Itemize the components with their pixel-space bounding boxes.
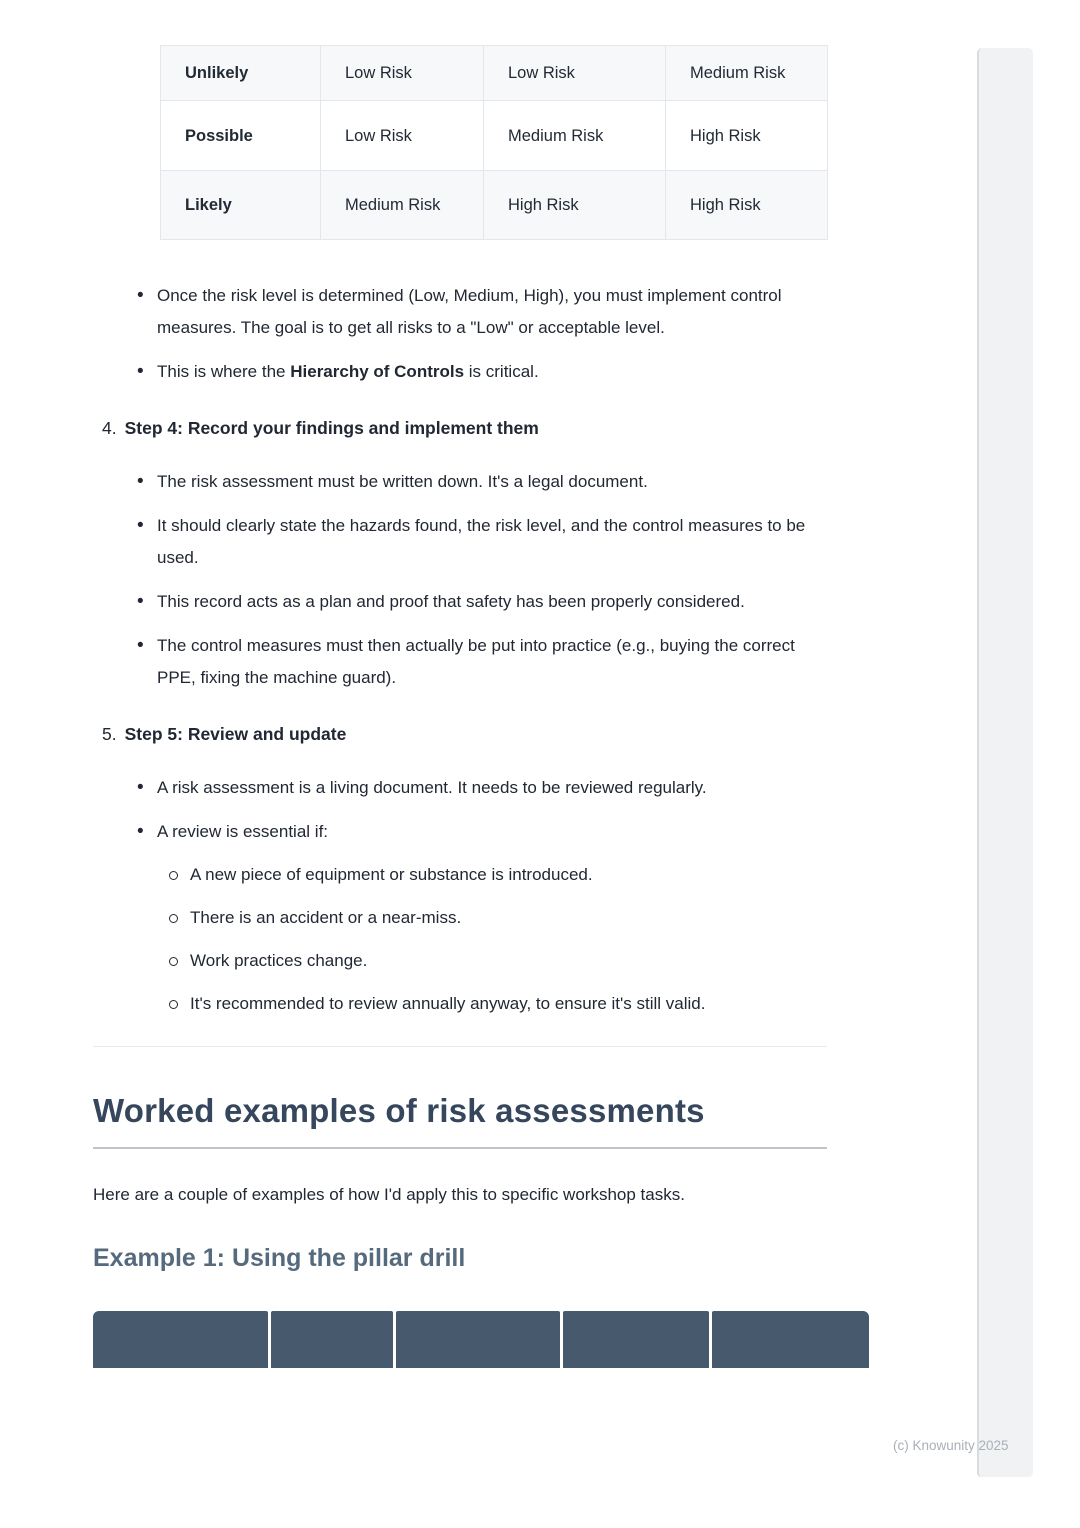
matrix-cell: Medium Risk (666, 46, 828, 101)
list-item: • The control measures must then actually be put into practice (e.g., buying the correct PPE, fixing the machine guard). (93, 630, 827, 694)
list-item-text: This is where the (157, 362, 291, 381)
sub-list-item: It's recommended to review annually anyway, to ensure it's still valid. (157, 988, 813, 1020)
matrix-cell: Medium Risk (321, 171, 484, 240)
worked-examples-heading: Worked examples of risk assessments (93, 1091, 827, 1149)
step-number: 5. (102, 724, 117, 744)
table-header-cell (93, 1311, 268, 1368)
step-number: 4. (102, 418, 117, 438)
watermark: (c) Knowunity 2025 (893, 1438, 1009, 1453)
step4-bullet-list (93, 466, 827, 694)
step4-heading (102, 412, 827, 444)
risk-matrix-table (160, 45, 828, 240)
table-header-cell (563, 1311, 709, 1368)
example1-table-header-row (93, 1311, 869, 1368)
matrix-row-label: Likely (161, 171, 321, 240)
matrix-cell: High Risk (666, 171, 828, 240)
table-header-cell (271, 1311, 393, 1368)
table-header-cell (712, 1311, 869, 1368)
matrix-row-label: Unlikely (161, 46, 321, 101)
intro-bullet-list (93, 280, 827, 388)
table-row (161, 171, 828, 240)
list-item-bold-text: Hierarchy of Controls (290, 362, 465, 381)
table-row (161, 101, 828, 171)
list-item: • This record acts as a plan and proof that safety has been properly considered. (93, 586, 827, 618)
matrix-cell: Low Risk (484, 46, 666, 101)
section-divider (93, 1046, 827, 1047)
matrix-cell: Medium Risk (484, 101, 666, 171)
list-item: • Once the risk level is determined (Low, Medium, High), you must implement control measures. The goal is to get all risks to a "Low" or acceptable level. (93, 280, 827, 344)
step-title: Step 4: Record your findings and implement them (124, 418, 539, 438)
matrix-row-label: Possible (161, 101, 321, 171)
table-row (161, 46, 828, 101)
review-conditions-sublist (157, 859, 813, 1020)
matrix-cell: High Risk (666, 101, 828, 171)
sub-list-item: Work practices change. (157, 945, 813, 977)
list-item (93, 356, 827, 388)
matrix-cell: High Risk (484, 171, 666, 240)
step5-bullet-list (93, 772, 827, 1020)
matrix-cell: Low Risk (321, 101, 484, 171)
page-content (93, 0, 827, 1368)
matrix-cell: Low Risk (321, 46, 484, 101)
step5-heading (102, 718, 827, 750)
example1-heading: Example 1: Using the pillar drill (93, 1244, 466, 1272)
step-title: Step 5: Review and update (124, 724, 347, 744)
list-item-text: A review is essential if: (157, 822, 329, 841)
list-item: • It should clearly state the hazards found, the risk level, and the control measures to be used. (93, 510, 827, 574)
list-item: • The risk assessment must be written down. It's a legal document. (93, 466, 827, 498)
sub-list-item: A new piece of equipment or substance is introduced. (157, 859, 813, 891)
table-header-cell (396, 1311, 560, 1368)
worked-examples-intro: Here are a couple of examples of how I'd apply this to specific workshop tasks. (93, 1185, 685, 1204)
scrollbar[interactable] (977, 48, 1033, 1477)
list-item-text: is critical. (464, 362, 539, 381)
sub-list-item: There is an accident or a near-miss. (157, 902, 813, 934)
list-item (93, 816, 827, 1020)
list-item: • A risk assessment is a living document. It needs to be reviewed regularly. (93, 772, 827, 804)
